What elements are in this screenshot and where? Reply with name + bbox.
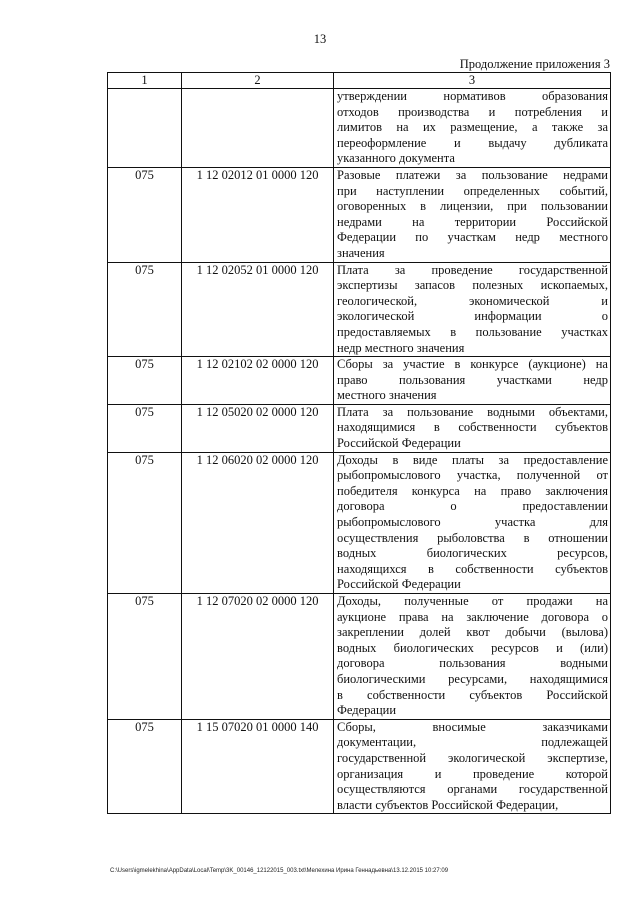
description-line: Доходы, полученные от продажи на <box>337 594 608 608</box>
description-line: государственной экологической экспертизе, <box>337 750 608 765</box>
budget-code-cell <box>182 167 334 262</box>
footer-file-path: C:\Users\igmelekhina\AppData\Local\Temp\3K_00146_12122015_003.txt\Мелехина Ирина Геннадьевна\13.12.2015 10:27:09 <box>110 868 449 874</box>
description-line: утверждении нормативов образования <box>337 89 608 103</box>
description-line: Российской Федерации <box>337 436 461 451</box>
table-row <box>108 452 611 593</box>
description-line: победителя конкурса на право заключения <box>337 483 608 498</box>
description-line: документации, подлежащей <box>337 735 608 750</box>
description-line: в собственности субъектов Российской <box>337 687 608 702</box>
budget-code: 1 12 07020 02 0000 120 <box>196 594 319 608</box>
description-line: значения <box>337 245 385 260</box>
description-line: геологической, экономической и <box>337 293 608 308</box>
description-cell <box>334 719 611 814</box>
admin-code-cell <box>108 357 182 405</box>
description-line: Плата за проведение государственной <box>337 262 608 277</box>
description-line: лимитов на их размещение, а также за <box>337 120 608 135</box>
description-line: осуществляются органами государственной <box>337 782 608 797</box>
codes-table <box>107 72 611 814</box>
header-col-2: 2 <box>182 73 334 89</box>
description-line: закреплении долей квот добычи (вылова) <box>337 625 608 640</box>
admin-code-cell <box>108 404 182 452</box>
description-cell <box>334 167 611 262</box>
admin-code: 075 <box>135 594 154 608</box>
description-line: биологическими ресурсами, находящимися <box>337 671 608 686</box>
admin-code-cell <box>108 167 182 262</box>
description-line: Сборы за участие в конкурсе (аукционе) на <box>337 357 608 372</box>
budget-code: 1 15 07020 01 0000 140 <box>196 719 319 734</box>
description-line: договора о предоставлении <box>337 499 608 514</box>
description-line: Разовые платежи за пользование недрами <box>337 167 608 182</box>
description-line: экологической информации о <box>337 309 608 324</box>
table-row <box>108 719 611 814</box>
description-text <box>334 263 610 357</box>
budget-code: 1 12 06020 02 0000 120 <box>196 452 319 467</box>
admin-code: 075 <box>135 719 154 734</box>
table-row <box>108 357 611 405</box>
description-line: организация и проведение которой <box>337 766 608 781</box>
description-cell <box>334 357 611 405</box>
description-line: находящихся в собственности субъектов <box>337 561 608 576</box>
description-text <box>334 405 610 452</box>
budget-code-cell <box>182 357 334 405</box>
description-line: Российской Федерации <box>337 577 461 592</box>
table-row <box>108 167 611 262</box>
description-line: рыбопромыслового участка, полученной от <box>337 468 608 483</box>
description-line: рыбопромыслового участка для <box>337 515 608 530</box>
description-line: аукционе права на заключение договора о <box>337 609 608 624</box>
budget-code-cell <box>182 404 334 452</box>
budget-code: 1 12 02052 01 0000 120 <box>196 262 319 277</box>
description-text <box>334 89 610 167</box>
admin-code-cell <box>108 262 182 357</box>
description-cell <box>334 262 611 357</box>
description-cell <box>334 594 611 720</box>
description-text <box>334 594 610 719</box>
admin-code: 075 <box>135 404 154 419</box>
description-line: Федерации <box>337 703 397 718</box>
budget-code-cell <box>182 452 334 593</box>
description-line: власти субъектов Российской Федерации, <box>337 797 559 812</box>
budget-code: 1 12 02102 02 0000 120 <box>196 357 319 372</box>
admin-code: 075 <box>135 357 154 372</box>
budget-code: 1 12 05020 02 0000 120 <box>196 404 319 419</box>
budget-code: 1 12 02012 01 0000 120 <box>196 167 319 182</box>
description-line: договора пользования водными <box>337 656 608 671</box>
admin-code: 075 <box>135 262 154 277</box>
description-text <box>334 168 610 262</box>
description-text <box>334 453 610 593</box>
description-line: переоформление и выдачу дубликата <box>337 135 608 150</box>
description-line: экспертизы запасов полезных ископаемых, <box>337 278 608 293</box>
description-text <box>334 720 610 814</box>
admin-code: 075 <box>135 452 154 467</box>
description-line: Сборы, вносимые заказчиками <box>337 719 608 734</box>
description-cell <box>334 404 611 452</box>
header-col-1: 1 <box>108 73 182 89</box>
description-line: при наступлении определенных событий, <box>337 183 608 198</box>
description-line: указанного документа <box>337 151 455 166</box>
description-line: Федерации по участкам недр местного <box>337 230 608 245</box>
header-col-3: 3 <box>334 73 611 89</box>
description-line: недрами на территории Российской <box>337 214 608 229</box>
admin-code: 075 <box>135 167 154 182</box>
description-line: водных биологических ресурсов, <box>337 546 608 561</box>
description-line: право пользования участками недр <box>337 372 608 387</box>
description-line: недр местного значения <box>337 340 465 355</box>
description-line: Доходы в виде платы за предоставление <box>337 452 608 467</box>
description-line: осуществления рыболовства в отношении <box>337 530 608 545</box>
budget-code-cell <box>182 262 334 357</box>
description-text <box>334 357 610 404</box>
description-line: находящимися в собственности субъектов <box>337 420 608 435</box>
table-row <box>108 89 611 168</box>
budget-code-cell <box>182 594 334 720</box>
description-cell <box>334 452 611 593</box>
table-row <box>108 594 611 720</box>
admin-code-cell <box>108 89 182 168</box>
admin-code-cell <box>108 452 182 593</box>
description-line: предоставляемых в пользование участках <box>337 324 608 339</box>
table-header-row <box>108 73 611 89</box>
description-line: Плата за пользование водными объектами, <box>337 404 608 419</box>
admin-code-cell <box>108 594 182 720</box>
budget-code-cell <box>182 89 334 168</box>
table-row <box>108 404 611 452</box>
budget-code-cell <box>182 719 334 814</box>
description-line: отходов производства и потребления и <box>337 104 608 119</box>
table-row <box>108 262 611 357</box>
description-cell <box>334 89 611 168</box>
page-number: 13 <box>313 32 327 46</box>
description-line: местного значения <box>337 388 437 403</box>
admin-code-cell <box>108 719 182 814</box>
description-line: оговоренных в лицензии, при пользовании <box>337 199 608 214</box>
continuation-label: Продолжение приложения 3 <box>459 57 610 71</box>
description-line: водных биологических ресурсов и (или) <box>337 640 608 655</box>
